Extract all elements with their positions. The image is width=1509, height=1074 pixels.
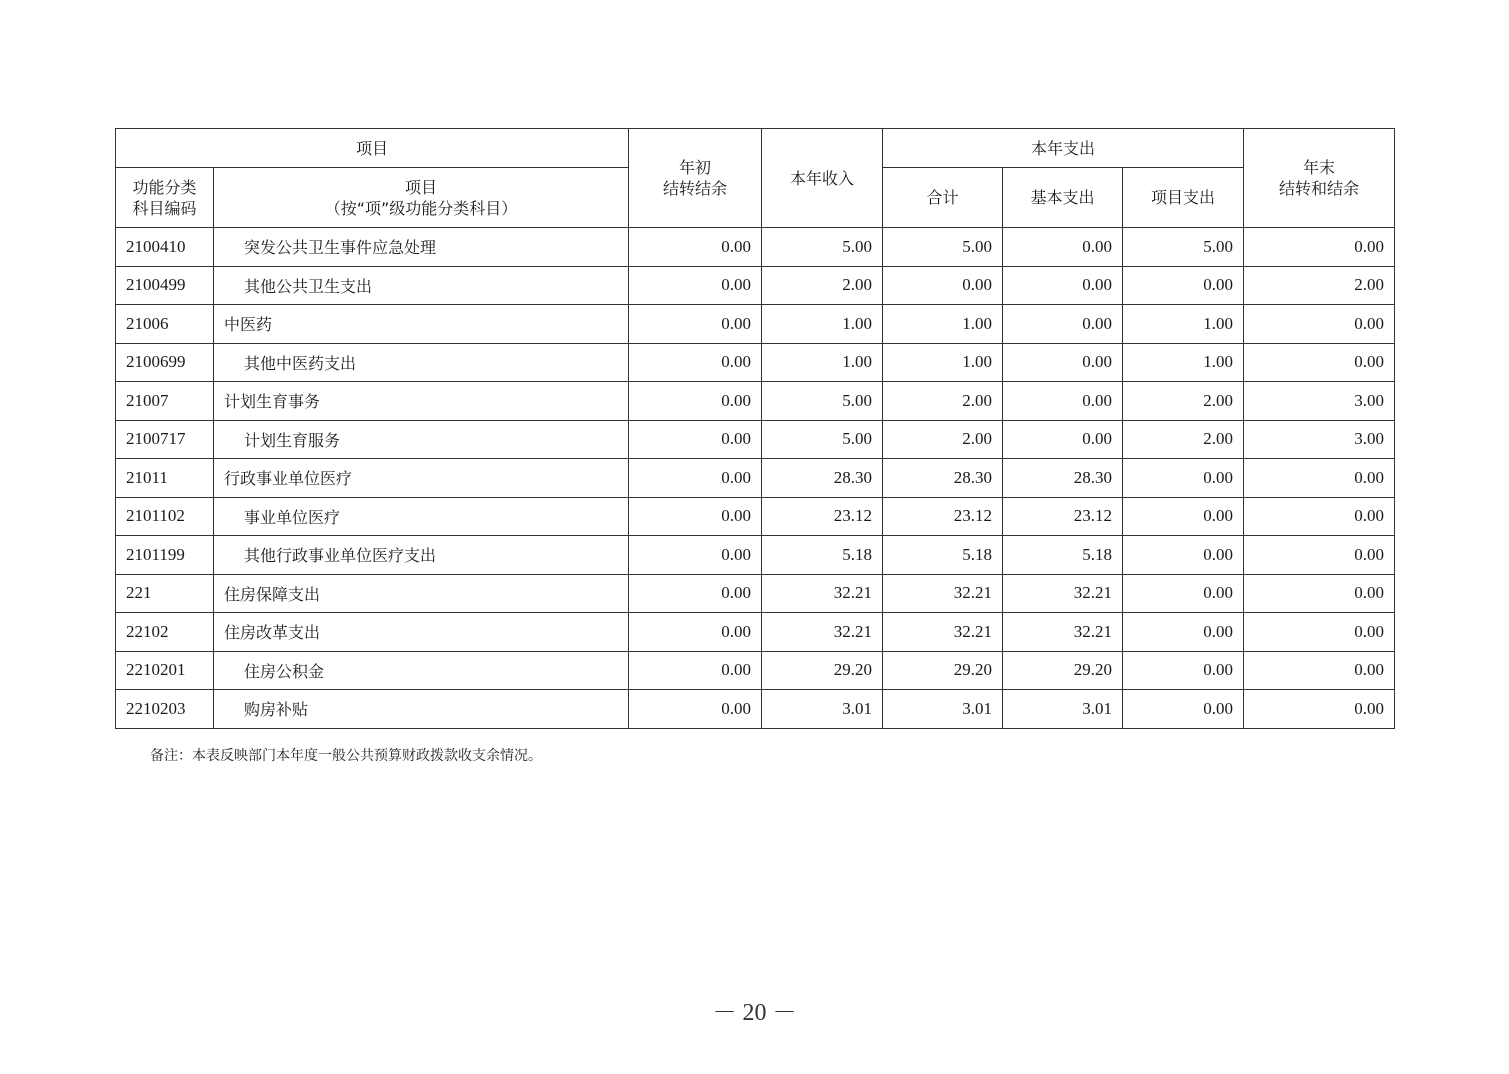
row-income: 1.00: [762, 305, 883, 344]
row-code: 2100717: [116, 420, 214, 459]
row-project: 2.00: [1123, 420, 1244, 459]
table-body: [116, 228, 1395, 729]
budget-table: [115, 128, 1395, 729]
table-note: 备注：本表反映部门本年度一般公共预算财政拨款收支余情况。: [150, 748, 542, 764]
row-end-balance: 0.00: [1244, 497, 1395, 536]
row-begin-balance: 0.00: [629, 690, 762, 729]
row-basic: 32.21: [1003, 613, 1123, 652]
row-name: 购房补贴: [214, 690, 629, 729]
row-end-balance: 0.00: [1244, 536, 1395, 575]
row-name: 突发公共卫生事件应急处理: [214, 228, 629, 267]
row-project: 0.00: [1123, 459, 1244, 498]
table-row: [116, 420, 1395, 459]
row-project: 0.00: [1123, 690, 1244, 729]
row-name: 事业单位医疗: [214, 497, 629, 536]
header-annual-expense: 本年支出: [883, 129, 1244, 168]
row-total: 1.00: [883, 343, 1003, 382]
row-end-balance: 0.00: [1244, 690, 1395, 729]
header-annual-income: 本年收入: [762, 129, 883, 228]
row-begin-balance: 0.00: [629, 536, 762, 575]
row-total: 32.21: [883, 613, 1003, 652]
row-end-balance: 0.00: [1244, 343, 1395, 382]
row-income: 2.00: [762, 266, 883, 305]
row-basic: 5.18: [1003, 536, 1123, 575]
row-total: 2.00: [883, 382, 1003, 421]
row-total: 2.00: [883, 420, 1003, 459]
row-total: 0.00: [883, 266, 1003, 305]
row-code: 21007: [116, 382, 214, 421]
row-income: 3.01: [762, 690, 883, 729]
row-basic: 32.21: [1003, 574, 1123, 613]
table-row: [116, 613, 1395, 652]
row-begin-balance: 0.00: [629, 459, 762, 498]
row-total: 3.01: [883, 690, 1003, 729]
row-begin-balance: 0.00: [629, 305, 762, 344]
row-begin-balance: 0.00: [629, 420, 762, 459]
row-end-balance: 0.00: [1244, 613, 1395, 652]
row-code: 2100699: [116, 343, 214, 382]
row-begin-balance: 0.00: [629, 574, 762, 613]
row-begin-balance: 0.00: [629, 651, 762, 690]
row-name: 计划生育事务: [214, 382, 629, 421]
table-row: [116, 305, 1395, 344]
row-income: 32.21: [762, 574, 883, 613]
row-basic: 0.00: [1003, 305, 1123, 344]
row-basic: 23.12: [1003, 497, 1123, 536]
row-begin-balance: 0.00: [629, 497, 762, 536]
row-income: 5.00: [762, 382, 883, 421]
row-code: 2210201: [116, 651, 214, 690]
row-name: 住房保障支出: [214, 574, 629, 613]
page-number: － 20 －: [712, 1000, 797, 1026]
row-project: 0.00: [1123, 574, 1244, 613]
row-name: 中医药: [214, 305, 629, 344]
row-code: 2101102: [116, 497, 214, 536]
row-name: 其他公共卫生支出: [214, 266, 629, 305]
header-item: 项目: [116, 129, 629, 168]
row-begin-balance: 0.00: [629, 382, 762, 421]
row-basic: 0.00: [1003, 228, 1123, 267]
row-income: 23.12: [762, 497, 883, 536]
table-row: [116, 343, 1395, 382]
row-code: 21011: [116, 459, 214, 498]
row-name: 计划生育服务: [214, 420, 629, 459]
row-code: 2100499: [116, 266, 214, 305]
row-basic: 0.00: [1003, 382, 1123, 421]
row-code: 2101199: [116, 536, 214, 575]
header-total: 合计: [883, 168, 1003, 228]
row-total: 1.00: [883, 305, 1003, 344]
row-begin-balance: 0.00: [629, 266, 762, 305]
row-total: 23.12: [883, 497, 1003, 536]
row-end-balance: 0.00: [1244, 459, 1395, 498]
table-row: [116, 497, 1395, 536]
table-row: [116, 228, 1395, 267]
row-end-balance: 0.00: [1244, 574, 1395, 613]
row-total: 32.21: [883, 574, 1003, 613]
table-row: [116, 266, 1395, 305]
row-code: 2210203: [116, 690, 214, 729]
row-income: 29.20: [762, 651, 883, 690]
row-basic: 0.00: [1003, 266, 1123, 305]
row-code: 22102: [116, 613, 214, 652]
row-name: 行政事业单位医疗: [214, 459, 629, 498]
row-project: 1.00: [1123, 343, 1244, 382]
table-row: [116, 690, 1395, 729]
row-end-balance: 3.00: [1244, 382, 1395, 421]
row-project: 0.00: [1123, 536, 1244, 575]
row-income: 1.00: [762, 343, 883, 382]
row-income: 5.00: [762, 420, 883, 459]
row-code: 221: [116, 574, 214, 613]
row-end-balance: 0.00: [1244, 305, 1395, 344]
row-total: 28.30: [883, 459, 1003, 498]
row-project: 0.00: [1123, 651, 1244, 690]
row-income: 32.21: [762, 613, 883, 652]
table-row: [116, 382, 1395, 421]
row-project: 5.00: [1123, 228, 1244, 267]
row-code: 21006: [116, 305, 214, 344]
row-basic: 28.30: [1003, 459, 1123, 498]
row-name: 住房公积金: [214, 651, 629, 690]
row-income: 28.30: [762, 459, 883, 498]
row-begin-balance: 0.00: [629, 613, 762, 652]
row-name: 其他中医药支出: [214, 343, 629, 382]
row-project: 1.00: [1123, 305, 1244, 344]
row-basic: 0.00: [1003, 420, 1123, 459]
row-project: 0.00: [1123, 266, 1244, 305]
table-row: [116, 459, 1395, 498]
row-income: 5.00: [762, 228, 883, 267]
row-end-balance: 3.00: [1244, 420, 1395, 459]
row-end-balance: 0.00: [1244, 228, 1395, 267]
header-basic: 基本支出: [1003, 168, 1123, 228]
header-project: 项目支出: [1123, 168, 1244, 228]
header-begin-balance: 年初 结转结余: [629, 129, 762, 228]
table-row: [116, 651, 1395, 690]
row-total: 5.18: [883, 536, 1003, 575]
row-basic: 29.20: [1003, 651, 1123, 690]
row-project: 0.00: [1123, 613, 1244, 652]
row-name: 住房改革支出: [214, 613, 629, 652]
row-total: 5.00: [883, 228, 1003, 267]
row-project: 2.00: [1123, 382, 1244, 421]
row-project: 0.00: [1123, 497, 1244, 536]
row-name: 其他行政事业单位医疗支出: [214, 536, 629, 575]
row-begin-balance: 0.00: [629, 343, 762, 382]
header-code: 功能分类 科目编码: [116, 168, 214, 228]
row-total: 29.20: [883, 651, 1003, 690]
row-end-balance: 2.00: [1244, 266, 1395, 305]
row-begin-balance: 0.00: [629, 228, 762, 267]
table-row: [116, 574, 1395, 613]
row-end-balance: 0.00: [1244, 651, 1395, 690]
row-income: 5.18: [762, 536, 883, 575]
header-end-balance: 年末 结转和结余: [1244, 129, 1395, 228]
row-basic: 0.00: [1003, 343, 1123, 382]
row-code: 2100410: [116, 228, 214, 267]
table-row: [116, 536, 1395, 575]
header-name: 项目 （按“项”级功能分类科目）: [214, 168, 629, 228]
row-basic: 3.01: [1003, 690, 1123, 729]
